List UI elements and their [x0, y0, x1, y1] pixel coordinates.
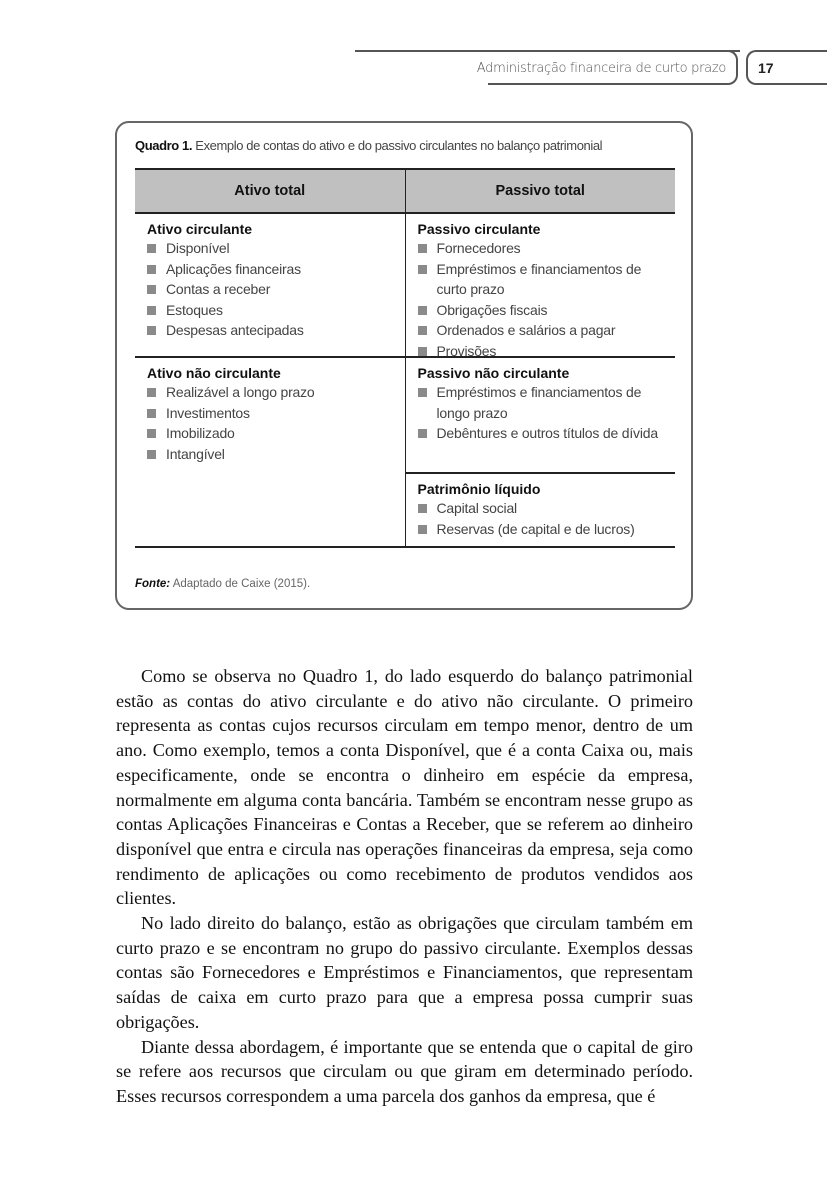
cell-passivo-circulante	[406, 214, 676, 358]
page-number-box	[746, 50, 827, 85]
list-item: Provisões	[418, 341, 664, 362]
cell-title: Passivo circulante	[417, 221, 541, 237]
list-item: Empréstimos e financiamentos de longo prazo	[418, 382, 664, 423]
cell-title: Ativo circulante	[147, 221, 253, 237]
list-item: Contas a receber	[147, 279, 393, 300]
running-header	[476, 50, 738, 85]
list-item: Debêntures e outros títulos de dívida	[418, 423, 664, 444]
body-text	[116, 664, 693, 1109]
quadro-caption	[135, 138, 602, 153]
paragraph: No lado direito do balanço, estão as obrigações que circulam também em curto prazo e se encontram no grupo do passivo circulante. Exemplos dessas contas são Fornecedores e Empréstimos e Financiamentos, que representam saídas de caixa em curto prazo para que a empresa possa cumprir suas obrigações.	[116, 913, 693, 1032]
cell-title: Patrimônio líquido	[417, 481, 541, 497]
balance-sheet-table	[135, 168, 675, 548]
paragraph: Diante dessa abordagem, é importante que se entenda que o capital de giro se refere aos recursos que circulam ou que giram em determinado período. Esses recursos correspondem a uma parcela dos ganhos da empresa, que é	[116, 1036, 693, 1106]
quadro-1-box	[115, 121, 693, 610]
list-item: Reservas (de capital e de lucros)	[418, 519, 664, 540]
list-item: Obrigações fiscais	[418, 300, 664, 321]
list-item: Intangível	[147, 444, 393, 465]
running-title: Administração financeira de curto prazo	[476, 61, 726, 76]
paragraph: Como se observa no Quadro 1, do lado esquerdo do balanço patrimonial estão as contas do ativo circulante e do ativo não circulante. O primeiro representa as contas cujos recursos circulam em tempo menor, dentro de um ano. Como exemplo, temos a conta Disponível, que é a conta Caixa ou, mais especificamente, onde se encontra o dinheiro em espécie da empresa, normalmente em alguma conta bancária. Também se encontram nesse grupo as contas Aplicações Financeiras e Contas a Receber, que se referem ao dinheiro disponível que entra e circula nas operações financeiras da empresa, seja como rendimento de aplicações ou como recebimento de produtos vendidos aos clientes.	[116, 666, 693, 909]
list-item: Fornecedores	[418, 238, 664, 259]
table-header	[135, 168, 675, 214]
source-text: Adaptado de Caixe (2015).	[172, 578, 311, 590]
column-header-passivo: Passivo total	[495, 183, 585, 199]
list-item: Disponível	[147, 238, 393, 259]
cell-title: Ativo não circulante	[147, 365, 281, 381]
table-source	[135, 578, 310, 590]
cell-ativo-circulante	[135, 214, 405, 358]
list-item: Capital social	[418, 498, 664, 519]
source-label: Fonte:	[135, 578, 171, 590]
column-header-ativo: Ativo total	[135, 170, 406, 212]
page-number: 17	[758, 60, 774, 76]
list-item: Estoques	[147, 300, 393, 321]
cell-passivo-nao-circulante	[406, 358, 676, 474]
table-body	[135, 214, 675, 548]
list-item: Imobilizado	[147, 423, 393, 444]
list-item: Empréstimos e financiamentos de curto prazo	[418, 259, 664, 300]
list-item: Ordenados e salários a pagar	[418, 320, 664, 341]
quadro-label: Quadro 1.	[135, 138, 193, 153]
cell-ativo-nao-circulante	[135, 358, 405, 471]
list-item: Despesas antecipadas	[147, 320, 393, 341]
ativo-column	[135, 214, 406, 546]
cell-patrimonio-liquido	[406, 474, 676, 546]
list-item: Investimentos	[147, 403, 393, 424]
list-item: Aplicações financeiras	[147, 259, 393, 280]
cell-title: Passivo não circulante	[417, 365, 570, 381]
list-item: Realizável a longo prazo	[147, 382, 393, 403]
passivo-column	[406, 214, 676, 546]
quadro-caption-text: Exemplo de contas do ativo e do passivo circulantes no balanço patrimonial	[195, 138, 603, 153]
